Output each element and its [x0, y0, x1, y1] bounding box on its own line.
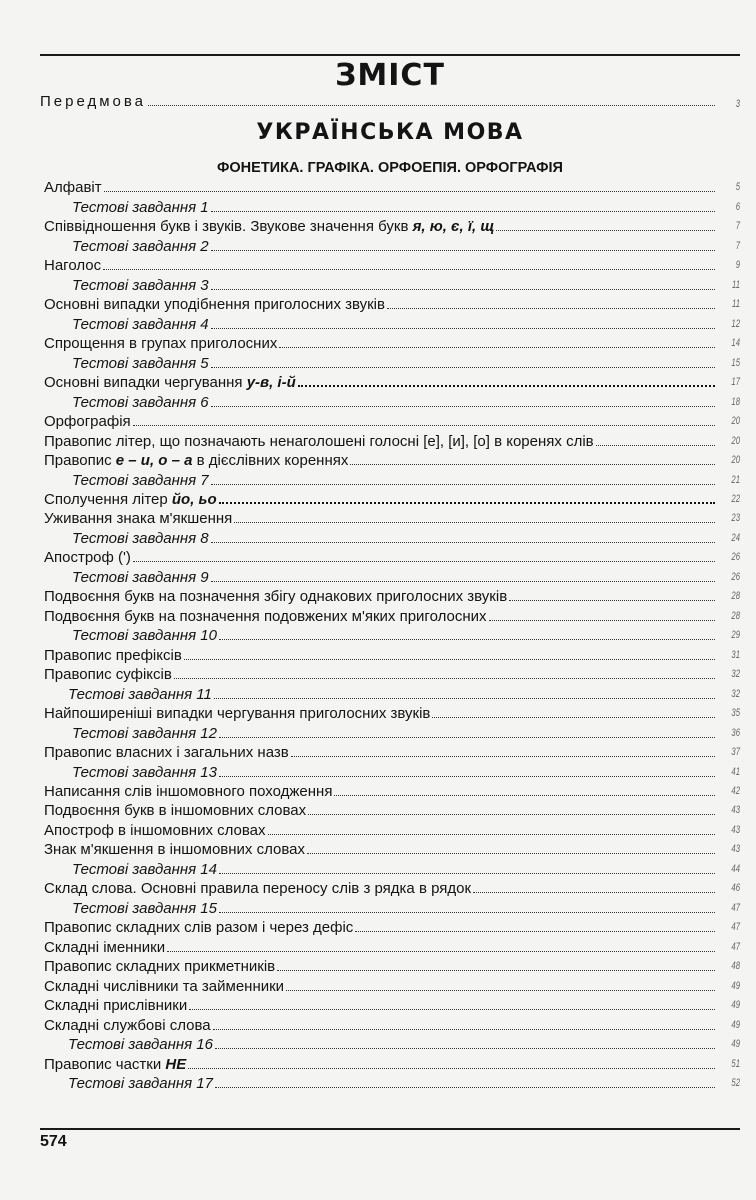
dot-leader	[211, 367, 715, 368]
dot-leader	[174, 678, 715, 679]
toc-entry-title	[72, 764, 217, 781]
page-ref: 12	[731, 317, 740, 330]
toc-test-entry[interactable]	[44, 469, 740, 488]
toc-entry-title	[44, 978, 284, 995]
toc-entry[interactable]	[44, 917, 740, 936]
dot-leader	[268, 834, 715, 835]
toc-entry-text: Тестові завдання 10	[72, 627, 217, 645]
toc-entry-text: Правопис літер, що позначають ненаголошені голосні [е], [и], [о] в коренях слів	[44, 432, 594, 450]
toc-entry-text: Тестові завдання 11	[68, 685, 212, 703]
toc-entry-title	[44, 705, 430, 722]
dot-leader	[211, 328, 715, 329]
toc-entry-title	[44, 510, 232, 527]
page-ref: 32	[731, 668, 740, 681]
page-ref: 20	[731, 415, 740, 428]
dot-leader	[215, 1048, 715, 1049]
toc-entry-title	[44, 1017, 211, 1034]
toc-entry[interactable]	[44, 1014, 740, 1033]
page-ref: 52	[731, 1077, 740, 1090]
toc-entry-text-after: в дієслівних кореннях	[192, 452, 349, 470]
toc-entry-text: Тестові завдання 17	[68, 1075, 213, 1093]
page-ref: 41	[731, 765, 740, 778]
page-ref: 28	[731, 609, 740, 622]
toc-entry-text: Складні прислівники	[44, 997, 188, 1015]
bottom-rule	[40, 1128, 740, 1130]
preface-row[interactable]	[40, 90, 740, 110]
toc-test-entry[interactable]	[44, 625, 740, 644]
toc-entry-text: Апостроф (')	[44, 549, 131, 567]
page-ref: 42	[731, 785, 740, 797]
toc-entry-title	[44, 939, 165, 956]
page-ref: 21	[731, 473, 740, 486]
toc-entry[interactable]	[44, 664, 740, 683]
toc-entry-text: Правопис складних слів разом і через дефіс	[44, 919, 354, 937]
toc-entry-title	[44, 335, 277, 352]
toc-entry-title	[72, 199, 209, 216]
toc-entry-text: Алфавіт	[44, 179, 102, 197]
page-ref: 43	[731, 823, 740, 836]
dot-leader	[213, 1029, 715, 1030]
toc-entry[interactable]	[44, 489, 740, 508]
toc-entry-text: Сполучення літер	[44, 490, 172, 508]
toc-entry[interactable]	[44, 956, 740, 975]
dot-leader	[509, 600, 715, 601]
toc-entry[interactable]	[44, 819, 740, 838]
toc-entry-title	[72, 900, 217, 917]
toc-entry[interactable]	[44, 975, 740, 994]
toc-test-entry[interactable]	[44, 1034, 740, 1053]
page-ref: 47	[731, 921, 740, 934]
toc-entry-text: Правопис складних прикметників	[44, 958, 276, 976]
dot-leader	[211, 289, 715, 290]
dot-leader	[184, 659, 715, 660]
toc-entry-text: Співвідношення букв і звуків. Звукове значення букв	[44, 218, 413, 236]
page-ref: 26	[731, 551, 740, 564]
toc-entry-text: Основні випадки уподібнення приголосних звуків	[44, 296, 385, 314]
page-ref: 32	[731, 687, 740, 700]
dot-leader	[489, 620, 715, 621]
toc-entry-emphasis: НЕ	[165, 1055, 187, 1073]
dot-leader	[277, 970, 715, 971]
toc-entry-title	[44, 179, 102, 196]
toc-entry-title	[72, 355, 209, 372]
toc-entry-emphasis: я, ю, є, ї, щ	[412, 218, 495, 236]
toc-entry-text: Тестові завдання 9	[72, 568, 209, 586]
toc-entry[interactable]	[44, 839, 740, 858]
toc-entry-title	[44, 588, 507, 605]
toc-entry-emphasis: е – и, о – а	[115, 452, 193, 470]
toc-entry-text: Подвоєння букв в іншомовних словах	[44, 802, 307, 820]
dot-leader	[103, 269, 715, 270]
toc-entry-text: Тестові завдання 6	[72, 393, 209, 411]
toc-entry-text: Знак м'якшення в іншомовних словах	[44, 841, 305, 859]
dot-leader	[219, 737, 715, 738]
dot-leader	[307, 853, 715, 854]
toc-entry-text: Складні іменники	[44, 938, 166, 956]
page-ref: 49	[731, 979, 740, 992]
dot-leader	[219, 776, 715, 777]
toc-entry-title	[72, 238, 209, 255]
page-ref: 7	[735, 220, 740, 233]
toc-test-entry[interactable]	[44, 352, 740, 371]
toc-entry[interactable]	[44, 1053, 740, 1072]
toc-test-entry[interactable]	[44, 858, 740, 877]
page-ref: 23	[731, 512, 740, 525]
page-ref: 14	[731, 337, 740, 350]
page-ref: 18	[731, 395, 740, 408]
page-ref: 47	[731, 940, 740, 953]
toc-entry[interactable]	[44, 995, 740, 1014]
toc-entry[interactable]	[44, 255, 740, 274]
toc-entry-text: Написання слів іншомовного походження	[44, 783, 333, 800]
toc-test-entry[interactable]	[44, 722, 740, 741]
page-ref: 24	[731, 531, 740, 544]
toc-entry-title	[72, 472, 209, 489]
page-ref: 28	[731, 590, 740, 603]
dot-leader	[473, 892, 715, 893]
toc-entry-title	[44, 1056, 186, 1073]
toc-entry-title	[44, 822, 266, 839]
toc-entry-title	[72, 725, 217, 742]
toc-entry[interactable]	[44, 605, 740, 624]
page-ref: 20	[731, 454, 740, 467]
page-number: 574	[40, 1133, 67, 1150]
table-of-contents	[44, 177, 740, 1092]
toc-entry-text: Тестові завдання 13	[72, 763, 217, 781]
dot-leader	[215, 1087, 715, 1088]
toc-entry-text: Апостроф в іншомовних словах	[44, 821, 266, 839]
page-ref: 11	[732, 298, 740, 311]
dot-leader	[334, 795, 715, 796]
toc-entry-text: Уживання знака м'якшення	[44, 510, 233, 528]
toc-entry-text: Правопис власних і загальних назв	[44, 744, 289, 762]
preface-label: Передмова	[40, 93, 147, 110]
toc-entry-text: Наголос	[44, 257, 102, 275]
toc-entry[interactable]	[44, 333, 740, 352]
toc-entry-text: Подвоєння букв на позначення збігу однакових приголосних звуків	[44, 588, 508, 606]
toc-entry[interactable]	[44, 644, 740, 663]
toc-entry-title	[44, 452, 348, 469]
page-ref: 11	[732, 278, 740, 291]
page-ref: 47	[731, 901, 740, 914]
page-ref: 15	[731, 356, 740, 369]
dot-leader	[286, 990, 715, 991]
toc-entry-emphasis: йо, ьо	[171, 490, 217, 508]
toc-entry[interactable]	[44, 703, 740, 722]
toc-entry[interactable]	[44, 547, 740, 566]
toc-test-entry[interactable]	[44, 313, 740, 332]
dot-leader	[432, 717, 715, 718]
toc-entry-title	[44, 880, 471, 897]
dot-leader	[308, 814, 715, 815]
toc-entry-text: Тестові завдання 14	[72, 860, 217, 878]
page-ref: 26	[731, 570, 740, 583]
toc-entry-text: Тестові завдання 16	[68, 1036, 213, 1054]
toc-entry-title	[44, 257, 101, 274]
toc-entry-text: Правопис	[44, 452, 116, 470]
toc-entry-title	[72, 277, 209, 294]
toc-entry[interactable]	[44, 294, 740, 313]
toc-entry-text: Складні числівники та займенники	[44, 977, 285, 995]
toc-entry-text: Спрощення в групах приголосних	[44, 335, 278, 353]
toc-test-entry[interactable]	[44, 897, 740, 916]
dot-leader	[234, 522, 715, 523]
page-ref: 37	[731, 746, 740, 759]
toc-entry-title	[44, 296, 385, 313]
toc-entry-title	[44, 549, 131, 566]
page-ref: 49	[731, 1038, 740, 1051]
toc-entry[interactable]	[44, 800, 740, 819]
page-ref: 51	[731, 1057, 740, 1070]
toc-entry-title	[72, 627, 217, 644]
toc-entry-text: Правопис префіксів	[44, 646, 182, 664]
dot-leader	[219, 912, 715, 913]
dot-leader	[291, 756, 715, 757]
toc-entry-title	[44, 413, 131, 430]
dot-leader	[219, 873, 715, 874]
toc-entry-title	[68, 1036, 213, 1053]
toc-entry-text: Тестові завдання 5	[72, 354, 209, 372]
dot-leader	[188, 1068, 715, 1069]
dot-leader	[189, 1009, 715, 1010]
dot-leader	[211, 581, 715, 582]
dot-leader	[219, 502, 715, 504]
page-ref: 44	[731, 862, 740, 875]
dot-leader	[219, 639, 715, 640]
page-ref: 49	[731, 999, 740, 1012]
toc-entry-title	[44, 218, 494, 235]
toc-entry-title	[44, 997, 187, 1014]
toc-entry-title	[44, 841, 305, 858]
toc-entry-text: Правопис частки	[44, 1055, 166, 1073]
toc-test-entry[interactable]	[44, 566, 740, 585]
toc-entry-title	[44, 919, 353, 936]
toc-entry-emphasis: у-в, і-й	[246, 374, 296, 392]
toc-entry[interactable]	[44, 586, 740, 605]
toc-test-entry[interactable]	[44, 527, 740, 546]
dot-leader	[298, 385, 715, 387]
toc-entry-title	[44, 666, 172, 683]
page-ref: 35	[731, 707, 740, 720]
dot-leader	[211, 250, 715, 251]
dot-leader	[133, 561, 715, 562]
toc-entry-title	[44, 783, 332, 800]
page-ref: 49	[731, 1018, 740, 1031]
toc-entry-text: Тестові завдання 2	[72, 237, 209, 255]
page-ref: 17	[731, 376, 740, 389]
toc-entry-title	[68, 686, 212, 703]
toc-test-entry[interactable]	[44, 235, 740, 254]
page-ref: 36	[731, 726, 740, 739]
page-ref: 6	[735, 200, 740, 213]
page-title: ЗМІСТ	[335, 58, 445, 93]
top-rule	[40, 54, 740, 56]
toc-entry[interactable]	[44, 430, 740, 449]
toc-entry-title	[44, 608, 487, 625]
toc-entry-text: Найпоширеніші випадки чергування приголосних звуків	[44, 705, 431, 723]
toc-entry-title	[44, 491, 217, 508]
section-heading: УКРАЇНСЬКА МОВА	[256, 120, 524, 145]
toc-entry-title	[44, 802, 306, 819]
toc-entry-title	[44, 433, 594, 450]
toc-entry[interactable]	[44, 781, 740, 800]
toc-entry-title	[44, 744, 289, 761]
dot-leader	[214, 698, 715, 699]
toc-entry-title	[72, 861, 217, 878]
toc-entry-text: Склад слова. Основні правила переносу слів з рядка в рядок	[44, 880, 472, 898]
toc-entry[interactable]	[44, 878, 740, 897]
toc-entry-text: Тестові завдання 8	[72, 529, 209, 547]
toc-entry-text: Орфографія	[44, 413, 131, 431]
dot-leader	[355, 931, 715, 932]
toc-entry-text: Тестові завдання 7	[72, 471, 209, 489]
page-ref: 20	[731, 434, 740, 447]
dot-leader	[133, 425, 715, 426]
toc-entry[interactable]	[44, 372, 740, 391]
toc-test-entry[interactable]	[44, 196, 740, 215]
toc-entry-text: Тестові завдання 4	[72, 315, 209, 333]
page-ref: 3	[735, 98, 740, 110]
page-ref: 31	[731, 648, 740, 661]
toc-entry-text: Основні випадки чергування	[44, 374, 247, 392]
dot-leader	[350, 464, 715, 465]
page-ref: 29	[731, 629, 740, 642]
toc-test-entry[interactable]	[44, 391, 740, 410]
page-ref: 22	[731, 492, 740, 505]
dot-leader	[211, 406, 715, 407]
page-ref: 9	[735, 259, 740, 272]
dot-leader	[148, 105, 715, 106]
toc-entry-text: Складні службові слова	[44, 1016, 211, 1034]
toc-entry-title	[44, 647, 182, 664]
toc-entry-text: Тестові завдання 12	[72, 724, 217, 742]
dot-leader	[211, 211, 715, 212]
page-ref: 43	[731, 804, 740, 817]
dot-leader	[167, 951, 715, 952]
toc-entry-title	[72, 316, 209, 333]
page-ref: 5	[735, 181, 740, 194]
toc-entry-title	[72, 530, 209, 547]
toc-entry[interactable]	[44, 177, 740, 196]
page-ref: 7	[735, 239, 740, 252]
subsection-heading: ФОНЕТИКА. ГРАФІКА. ОРФОЕПІЯ. ОРФОГРАФІЯ	[217, 160, 563, 176]
toc-entry-text: Тестові завдання 15	[72, 899, 217, 917]
dot-leader	[279, 347, 715, 348]
toc-entry-title	[44, 958, 275, 975]
toc-entry[interactable]	[44, 508, 740, 527]
toc-entry[interactable]	[44, 450, 740, 469]
dot-leader	[387, 308, 715, 309]
dot-leader	[104, 191, 715, 192]
toc-entry-title	[68, 1075, 213, 1092]
toc-entry[interactable]	[44, 216, 740, 235]
toc-entry-text: Подвоєння букв на позначення подовжених м'яких приголосних	[44, 607, 487, 625]
toc-entry-title	[72, 394, 209, 411]
toc-entry[interactable]	[44, 411, 740, 430]
toc-entry-text: Правопис суфіксів	[44, 666, 172, 684]
toc-entry-text: Тестові завдання 1	[72, 198, 209, 216]
dot-leader	[211, 542, 715, 543]
dot-leader	[211, 484, 715, 485]
toc-test-entry[interactable]	[44, 683, 740, 702]
toc-test-entry[interactable]	[44, 274, 740, 293]
page-ref: 46	[731, 882, 740, 895]
toc-entry-title	[72, 569, 209, 586]
page-ref: 48	[731, 960, 740, 973]
toc-entry[interactable]	[44, 936, 740, 955]
page-ref: 43	[731, 843, 740, 856]
toc-entry-title	[44, 374, 296, 391]
dot-leader	[596, 445, 715, 446]
dot-leader	[496, 230, 715, 231]
toc-entry-text: Тестові завдання 3	[72, 276, 209, 294]
toc-test-entry[interactable]	[44, 1073, 740, 1092]
toc-test-entry[interactable]	[44, 761, 740, 780]
toc-entry[interactable]	[44, 742, 740, 761]
